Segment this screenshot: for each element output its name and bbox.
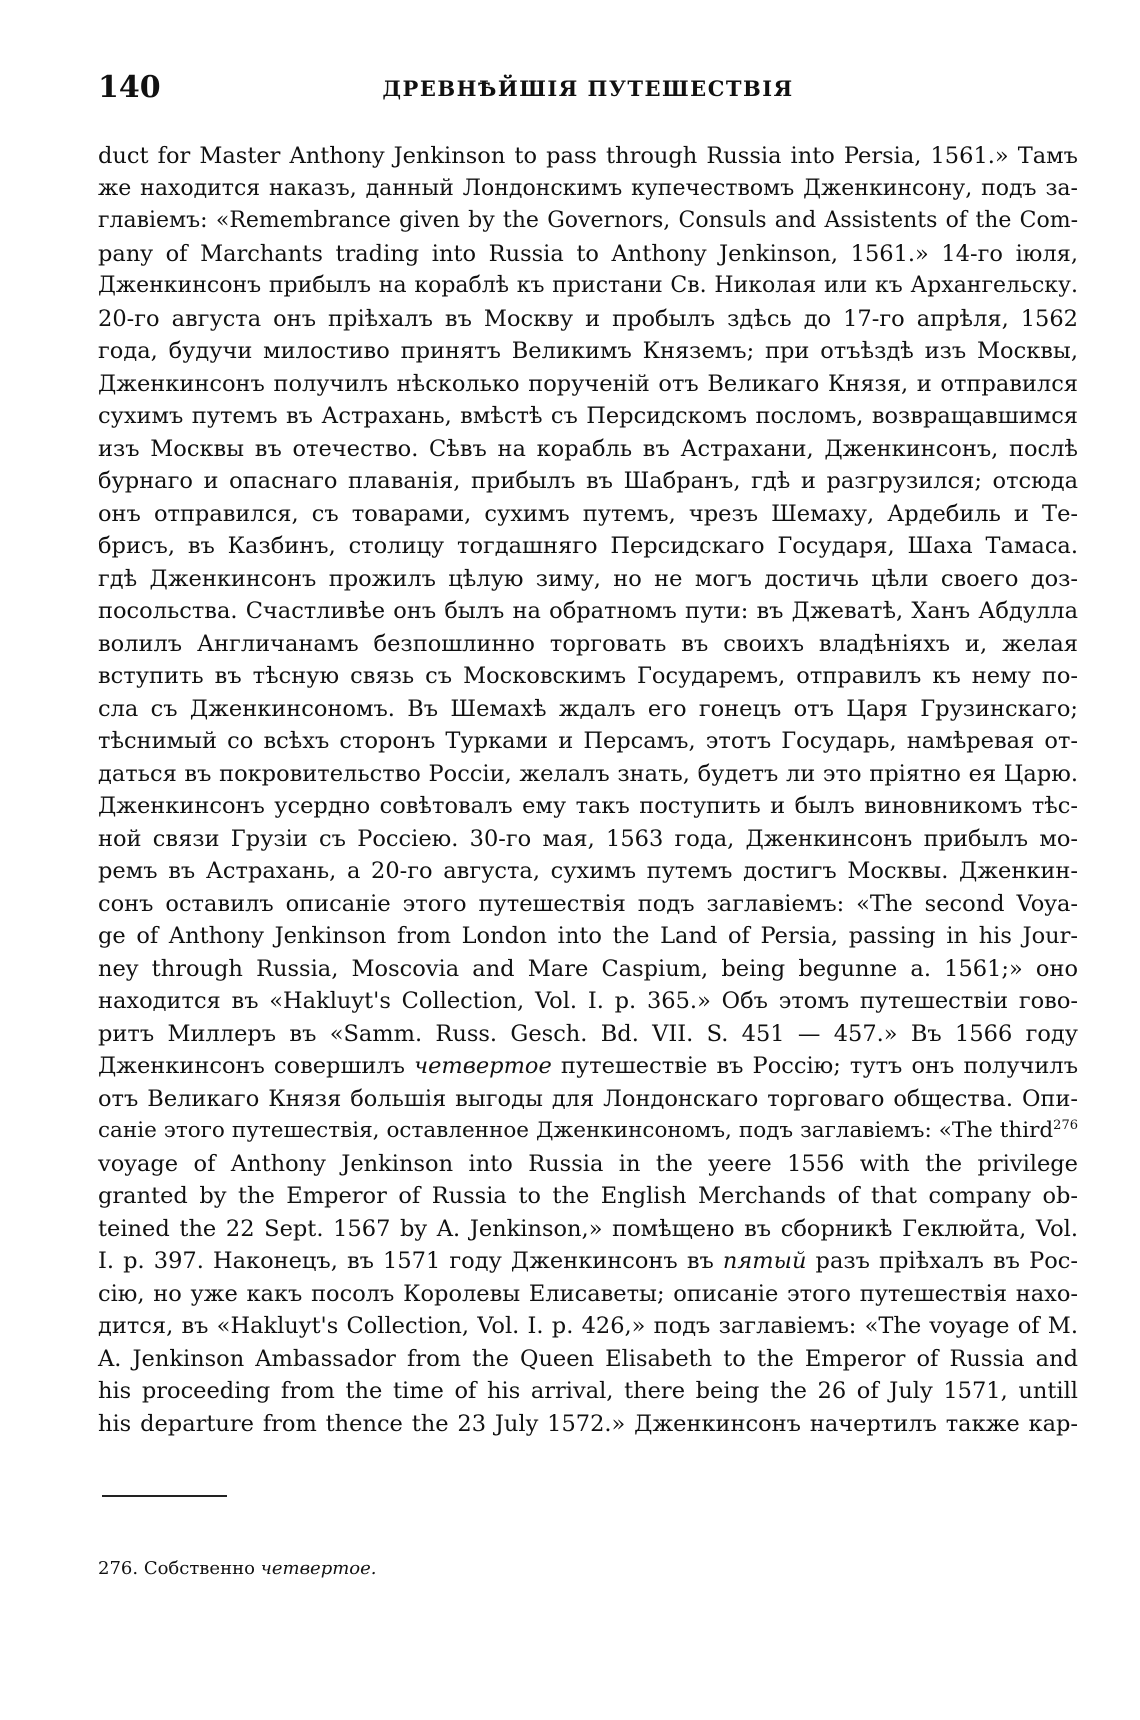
text-line: сонъ оставилъ описаніе этого путешествія подъ заглавіемъ: «The second Voya-	[98, 890, 1078, 917]
page-number: 140	[98, 70, 161, 105]
text-line: главіемъ: «Remembrance given by the Governors, Consuls and Assistents of the Com-	[98, 208, 1078, 233]
text-line: ney through Russia, Moscovia and Mare Caspium, being begunne a. 1561;» оно	[98, 955, 1078, 982]
text-line: his proceeding from the time of his arrival, there being the 26 of July 1571, untill	[98, 1378, 1078, 1404]
main-text	[98, 140, 1078, 1440]
text-line: тѣснимый со всѣхъ сторонъ Турками и Персамъ, этотъ Государь, намѣревая от-	[98, 728, 1078, 754]
running-title: ДРЕВНѢЙШІЯ ПУТЕШЕСТВІЯ	[382, 76, 794, 101]
text-line: бурнаго и опаснаго плаванія, прибылъ въ Шабранъ, гдѣ и разгрузился; отсюда	[98, 468, 1078, 494]
text-line: даться въ покровительство Россіи, желалъ знать, будетъ ли это пріятно ея Царю.	[98, 760, 1078, 787]
text-line: года, будучи милостиво принятъ Великимъ Княземъ; при отъѣздѣ изъ Москвы,	[98, 338, 1078, 364]
text-line: Дженкинсонъ усердно совѣтовалъ ему такъ поступить и былъ виновникомъ тѣс-	[98, 793, 1078, 819]
text-line: teined the 22 Sept. 1567 by A. Jenkinson,» помѣщено въ сборникѣ Геклюйта, Vol.	[98, 1215, 1078, 1242]
text-line: сухимъ путемъ въ Астрахань, вмѣстѣ съ Персидскомъ посломъ, возвращавшимся	[98, 403, 1078, 429]
text-line: брисъ, въ Казбинъ, столицу тогдашняго Персидскаго Государя, Шаха Тамаса.	[98, 533, 1078, 559]
text-segment: разъ пріѣхалъ въ Рос-	[806, 1248, 1078, 1274]
text-line: посольства. Счастливѣе онъ былъ на обратномъ пути: въ Джеватѣ, Ханъ Абдулла	[98, 598, 1078, 624]
footnote	[98, 1558, 377, 1579]
text-line: находится въ «Hakluyt's Collection, Vol. I. p. 365.» Объ этомъ путешествіи гово-	[98, 988, 1078, 1014]
text-line	[98, 1245, 1078, 1278]
text-line: дится, въ «Hakluyt's Collection, Vol. I. p. 426,» подъ заглавіемъ: «The voyage of M.	[98, 1313, 1078, 1339]
footnote-text: Собственно	[143, 1558, 255, 1579]
text-line: вступить въ тѣсную связь съ Московскимъ Государемъ, отправилъ къ нему по-	[98, 663, 1078, 689]
text-line: voyage of Anthony Jenkinson into Russia in the yeere 1556 with the privilege	[98, 1150, 1078, 1177]
text-line: duct for Master Anthony Jenkinson to pass through Russia into Persia, 1561.» Тамъ	[98, 143, 1078, 169]
text-line: Дженкинсонъ получилъ нѣсколько порученій отъ Великаго Князя, и отправился	[98, 370, 1078, 397]
italic-word: пятый	[722, 1248, 807, 1274]
text-segment: саніе этого путешествія, оставленное Дженкинсономъ, подъ заглавіемъ: «The third	[98, 1118, 1054, 1143]
text-line: ge of Anthony Jenkinson from London into the Land of Persia, passing in his Jour-	[98, 923, 1078, 949]
italic-word: четвертое	[414, 1053, 552, 1079]
footnote-reference: 276	[1053, 1117, 1078, 1133]
footnote-number: 276.	[98, 1558, 139, 1579]
text-line	[98, 1115, 1078, 1148]
text-line: волилъ Англичанамъ безпошлинно торговать въ своихъ владѣніяхъ и, желая	[98, 630, 1078, 657]
text-line: ритъ Миллеръ въ «Samm. Russ. Gesch. Bd. VII. S. 451 — 457.» Въ 1566 году	[98, 1020, 1078, 1047]
text-segment: путешествіе въ Россію; тутъ онъ получилъ	[551, 1053, 1079, 1079]
text-segment: Дженкинсонъ совершилъ	[98, 1053, 415, 1079]
footnote-divider	[102, 1495, 227, 1497]
text-line: же находится наказъ, данный Лондонскимъ купечествомъ Дженкинсону, подъ за-	[98, 175, 1078, 201]
page-header	[98, 70, 1078, 110]
text-line: изъ Москвы въ отечество. Сѣвъ на корабль въ Астрахани, Дженкинсонъ, послѣ	[98, 435, 1078, 462]
text-line: ремъ въ Астрахань, а 20-го августа, сухимъ путемъ достигъ Москвы. Дженкин-	[98, 858, 1078, 884]
text-line: сію, но уже какъ посолъ Королевы Елисаветы; описаніе этого путешествія нахо-	[98, 1280, 1078, 1307]
text-line: his departure from thence the 23 July 1572.» Дженкинсонъ начертилъ также кар-	[98, 1410, 1078, 1437]
text-line: pany of Marchants trading into Russia to Anthony Jenkinson, 1561.» 14-го іюля,	[98, 240, 1078, 267]
text-line: 20-го августа онъ пріѣхалъ въ Москву и пробылъ здѣсь до 17-го апрѣля, 1562	[98, 305, 1078, 332]
text-line: Дженкинсонъ прибылъ на кораблѣ къ пристани Св. Николая или къ Архангельску.	[98, 273, 1078, 298]
text-line: A. Jenkinson Ambassador from the Queen Elisabeth to the Emperor of Russia and	[98, 1345, 1078, 1372]
footnote-italic: четвертое.	[260, 1558, 377, 1579]
text-segment: I. p. 397. Наконецъ, въ 1571 году Дженкинсонъ въ	[98, 1248, 723, 1274]
text-line: сла съ Дженкинсономъ. Въ Шемахѣ ждалъ его гонецъ отъ Царя Грузинскаго;	[98, 695, 1078, 722]
text-line: гдѣ Дженкинсонъ прожилъ цѣлую зиму, но не могъ достичь цѣли своего доз-	[98, 565, 1078, 592]
text-line: онъ отправился, съ товарами, сухимъ путемъ, чрезъ Шемаху, Ардебиль и Те-	[98, 500, 1078, 527]
text-line: отъ Великаго Князя большія выгоды для Лондонскаго торговаго общества. Опи-	[98, 1085, 1078, 1112]
text-line: granted by the Emperor of Russia to the English Merchands of that company ob-	[98, 1183, 1078, 1209]
text-line: ной связи Грузіи съ Россіею. 30-го мая, 1563 года, Дженкинсонъ прибылъ мо-	[98, 825, 1078, 852]
text-line	[98, 1050, 1078, 1083]
